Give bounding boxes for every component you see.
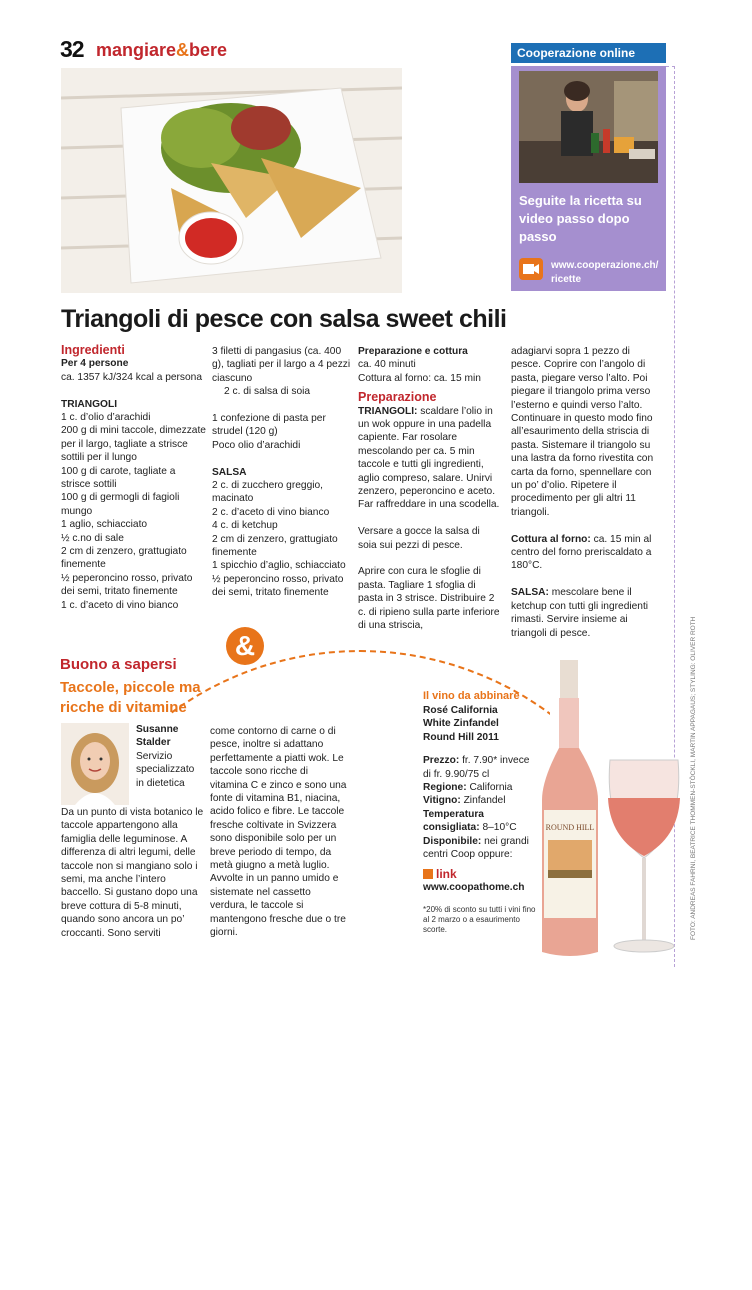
buono-subheading: Taccole, piccole ma ricche di vitamine — [60, 679, 201, 716]
video-camera-icon — [519, 258, 543, 280]
dish-photo — [61, 68, 402, 293]
author-role: Servizio specializzato in dietetica — [136, 750, 195, 789]
ingredient: ½ peperoncino rosso, privato dei semi, tritato finemente — [212, 573, 344, 599]
discount-note: *20% di sconto su tutti i vini fino al 2 marzo o a esaurimento scorte. — [423, 905, 536, 934]
author-info — [136, 723, 204, 790]
wine-info: Rosé California White Zinfandel Round Hill 2011 Prezzo: fr. 7.90* invece di fr. 9.90/75 cl Regione: California Vitigno: Zinfandel Temperatura consigliata: 8–10°C Disponibile: nei grandi centri Coop oppure: — [423, 705, 530, 861]
ingredient: 2 cm di zenzero, grattugiato finemente — [212, 533, 338, 559]
wine-name: Rosé California White Zinfandel Round Hill 2011 — [423, 705, 499, 743]
photo-credit: FOTO: ANDREAS FAHRNI, BEATRICE THOMMEN-STÖCKLI, MARTIN APPAGAUS; STYLING: OLIVER ROTH — [690, 616, 697, 940]
author-portrait — [61, 723, 129, 805]
ingredient: 2 c. di salsa di soia — [224, 386, 311, 398]
ingredient: 1 spicchio d’aglio, schiacciato — [212, 560, 346, 572]
ingredient: 2 cm di zenzero, grattugiato finemente — [61, 546, 187, 571]
preparation-column-2: adagiarvi sopra 1 pezzo di pesce. Coprire con l’angolo di pasta, piegare verso l’alto. Poi piegare il triangolo prima verso l’esterno e quindi verso l’alto. Continuare in questo modo fino all’esaurimento della striscia di pasta. Sistemare il triangolo su una lastra da forno rivestita con carta da forno, spennellare con un po’ d’olio. Ripetere il procedimento per gli altri 11 triangoli. Cottura al forno: ca. 15 min al centro del forno preriscaldato a 180°C. SALSA: mescolare bene il ketchup con tutti gli ingredienti rimasti. Servire insieme ai triangoli di pesce. — [511, 346, 654, 639]
ingredient: 4 c. di ketchup — [212, 520, 278, 532]
ingredients-heading: Ingredienti — [61, 343, 125, 357]
ampersand-badge: & — [226, 627, 264, 665]
recipe-title: Triangoli di pesce con salsa sweet chili — [61, 305, 507, 333]
page-number: 32 — [60, 36, 84, 62]
ingredient: 200 g di mini taccole, dimezzate per il largo, tagliate a strisce sottili per il lungo — [61, 425, 206, 464]
ingredient: 100 g di carote, tagliate a strisce sottili — [61, 465, 176, 491]
preparation-column-1: Preparazione e cottura ca. 40 minuti Cottura al forno: ca. 15 min Preparazione TRIANGOLI: scaldare l’olio in un wok oppure in una padella capiente. Far rosolare mescolando per ca. 5 min taccole e tutti gli ingredienti, aglio compreso, salare. Unirvi zenzero, peperoncino e aceto. Far raffreddare in una scodella. Versare a gocce la salsa di soia sui pezzi di pesce. Aprire con cura le sfoglie di pasta. Tagliare 1 sfoglia di pasta in 3 strisce. Distribuire 2 c. di ripieno sulla parte inferiore di una striscia, — [358, 346, 500, 632]
ingredient: 100 g di germogli di fagioli mungo — [61, 492, 180, 517]
ingredients-column-2: 3 filetti di pangasius (ca. 400 g), tagliati per il largo a 4 pezzi ciascuno 2 c. di salsa di soia 1 confezione di pasta per strudel (120 g) Poco olio d’arachidi SALSA 2 c. di zucchero greggio, macinato 2 c. d’aceto di vino bianco 4 c. di ketchup 2 cm di zenzero, grattugiato finemente 1 spicchio d’aglio, schiacciato ½ peperoncino rosso, privato dei semi, tritato finemente — [212, 346, 351, 599]
author-name: Susanne Stalder — [136, 724, 179, 749]
ingredient: ½ peperoncino rosso, privato dei semi, tritato finemente — [61, 572, 193, 598]
ingredient: 1 c. d’olio d’arachidi — [61, 412, 151, 424]
buono-text-1: Da un punto di vista botanico le taccole appartengono alla famiglia delle leguminose. A differenza di altri legumi, delle taccole non si mangiano solo i semi, ma anche l’intero baccello. Si gustano dopo una breve cottura di 5-8 minuti, quando sono ancora un po’ croccanti. Sono serviti — [61, 807, 204, 939]
ingredient: 2 c. di zucchero greggio, macinato — [212, 480, 323, 505]
bottle-label-text: ROUND HILL — [545, 823, 595, 832]
wine-shop-link[interactable]: www.coopathome.ch — [423, 882, 525, 893]
buono-text-2: come contorno di carne o di pesce, inoltre si adattano perfettamente a piatti wok. Le taccole sono ricche di vitamina C e zinco e sono una fonte di vitamina B1, niacina, acido folico e fibre. Le taccole fresche coltivate in Svizzera sono disponibile solo per un breve periodo di tempo, da metà giugno a metà luglio. Avvolte in un panno umido e sistemate nel cassetto verdura, le taccole si mantengono fresche due o tre giorni. — [210, 726, 347, 939]
section-title: mangiare&bere — [96, 40, 228, 60]
ingredient: 1 aglio, schiacciato — [61, 519, 148, 531]
wine-glass-image — [598, 758, 690, 958]
online-heading: Cooperazione online — [511, 43, 666, 63]
online-cta-text: Seguite la ricetta su video passo dopo passo — [519, 193, 642, 244]
preparation-heading: Preparazione — [358, 390, 437, 405]
online-link[interactable]: www.cooperazione.ch/ ricette — [551, 260, 659, 285]
link-heading: link — [423, 867, 457, 881]
link-arrow-icon — [423, 869, 433, 879]
video-thumbnail[interactable] — [519, 71, 658, 183]
ingredient: 1 confezione di pasta per strudel (120 g) — [212, 413, 326, 438]
ingredient: Poco olio d’arachidi — [212, 439, 301, 451]
ingredient: 2 c. d’aceto di vino bianco — [212, 506, 330, 518]
buono-heading: Buono a sapersi — [60, 656, 177, 673]
ingredient: ½ c.no di sale — [61, 532, 124, 544]
ingredient: 3 filetti di pangasius (ca. 400 g), tagliati per il largo a 4 pezzi ciascuno — [212, 346, 351, 384]
ingredient: 1 c. d’aceto di vino bianco — [61, 599, 179, 611]
wine-heading: Il vino da abbinare — [423, 690, 520, 702]
ingredients-column-1: Ingredienti Per 4 persone ca. 1357 kJ/324 kcal a persona TRIANGOLI 1 c. d’olio d’arachidi 200 g di mini taccole, dimezzate per il largo, tagliate a strisce sottili per il lungo 100 g di carote, tagliate a strisce sottili 100 g di germogli di fagioli mungo 1 aglio, schiacciato ½ c.no di sale 2 cm di zenzero, grattugiato finemente ½ peperoncino rosso, privato dei semi, tritato finemente 1 c. d’aceto di vino bianco — [61, 343, 206, 611]
